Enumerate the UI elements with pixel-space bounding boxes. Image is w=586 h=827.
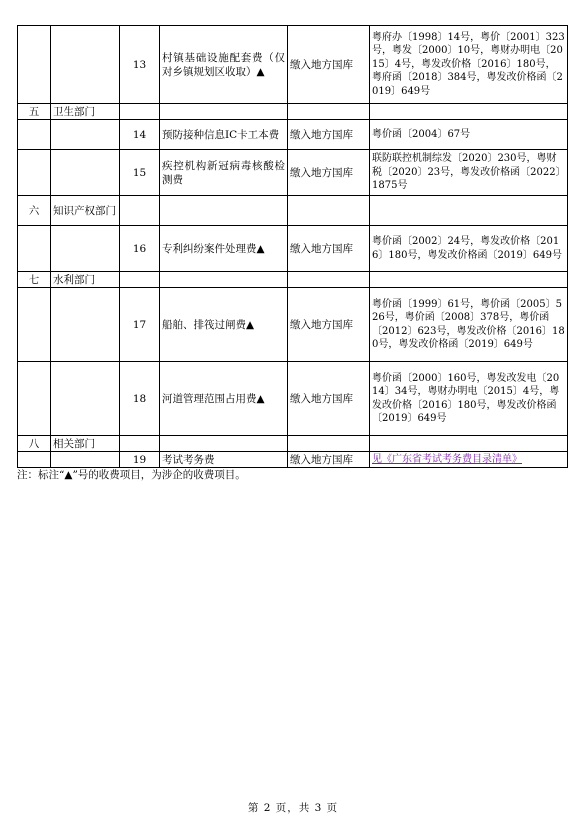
fee-name: 预防接种信息IC卡工本费	[160, 120, 288, 150]
policy-basis: 粤府办〔1998〕14号，粤价〔2001〕323号，粤发〔2000〕10号，粤财办明电〔2015〕4号，粤发改价格〔2016〕180号，粤府函〔2018〕384号，粤发改价格函〔2019〕649号	[370, 26, 568, 104]
fee-name: 考试考务费	[160, 452, 288, 468]
fee-name: 船舶、排筏过闸费▲	[160, 288, 288, 362]
row-number: 19	[120, 452, 160, 468]
fund-destination: 缴入地方国库	[288, 452, 370, 468]
policy-basis: 粤价函〔2000〕160号，粤发改发电〔2014〕34号，粤财办明电〔2015〕4号，粤发改价格〔2016〕180号，粤发改价格函〔2019〕649号	[370, 362, 568, 436]
department-name: 相关部门	[51, 436, 120, 452]
table-row	[18, 288, 568, 362]
table-row	[18, 150, 568, 196]
row-number: 16	[120, 226, 160, 272]
fee-name: 村镇基础设施配套费（仅对乡镇规划区收取）▲	[160, 26, 288, 104]
section-number: 七	[18, 272, 51, 288]
policy-basis: 粤价函〔2002〕24号，粤发改价格〔2016〕180号，粤发改价格函〔2019〕649号	[370, 226, 568, 272]
policy-basis: 联防联控机制综发〔2020〕230号，粤财税〔2020〕23号，粤发改价格函〔2022〕1875号	[370, 150, 568, 196]
department-name: 知识产权部门	[51, 196, 120, 226]
section-number: 五	[18, 104, 51, 120]
department-name: 水利部门	[51, 272, 120, 288]
row-number: 17	[120, 288, 160, 362]
row-number: 14	[120, 120, 160, 150]
section-number: 六	[18, 196, 51, 226]
table-row	[18, 120, 568, 150]
fund-destination: 缴入地方国库	[288, 150, 370, 196]
section-row	[18, 196, 568, 226]
row-number: 18	[120, 362, 160, 436]
section-row	[18, 104, 568, 120]
fee-table	[17, 25, 568, 468]
section-row	[18, 436, 568, 452]
table-row	[18, 26, 568, 104]
table-footnote: 注：标注“▲”号的收费项目，为涉企的收费项目。	[17, 469, 246, 481]
fund-destination: 缴入地方国库	[288, 26, 370, 104]
department-name: 卫生部门	[51, 104, 120, 120]
row-number: 15	[120, 150, 160, 196]
fee-name: 河道管理范围占用费▲	[160, 362, 288, 436]
row-number: 13	[120, 26, 160, 104]
fund-destination: 缴入地方国库	[288, 120, 370, 150]
section-number: 八	[18, 436, 51, 452]
policy-basis: 粤价函〔1999〕61号，粤价函〔2005〕526号，粤价函〔2008〕378号，粤价函〔2012〕623号，粤发改价格〔2016〕180号，粤发改价格函〔2019〕649号	[370, 288, 568, 362]
section-row	[18, 272, 568, 288]
fee-name: 疾控机构新冠病毒核酸检测费	[160, 150, 288, 196]
table-row	[18, 226, 568, 272]
fee-name: 专利纠纷案件处理费▲	[160, 226, 288, 272]
fund-destination: 缴入地方国库	[288, 362, 370, 436]
policy-basis-cell	[370, 452, 568, 468]
catalog-link[interactable]: 见《广东省考试考务费目录清单》	[372, 453, 522, 465]
table-row	[18, 452, 568, 468]
table-row	[18, 362, 568, 436]
fund-destination: 缴入地方国库	[288, 288, 370, 362]
policy-basis: 粤价函〔2004〕67号	[370, 120, 568, 150]
page-number: 第 2 页，共 3 页	[247, 802, 339, 814]
fund-destination: 缴入地方国库	[288, 226, 370, 272]
